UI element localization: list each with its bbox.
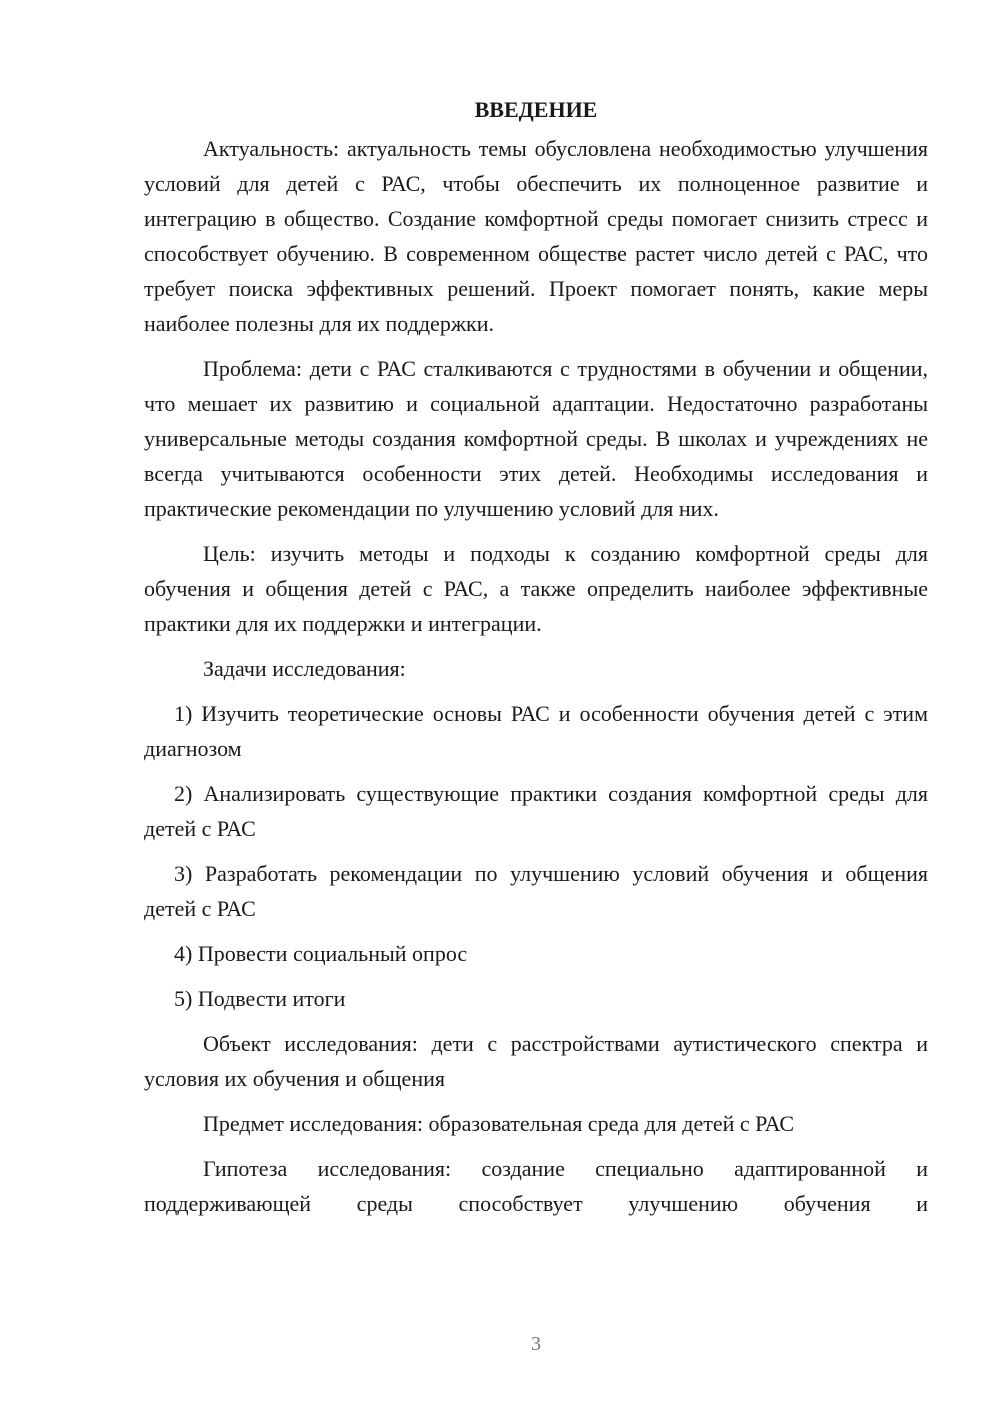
paragraph-hypothesis: Гипотеза исследования: создание специально адаптированной и поддерживающей среды способствует улучшению обучения и xyxy=(144,1156,928,1216)
task-item-2: 2) Анализировать существующие практики создания комфортной среды для детей с РАС xyxy=(144,781,928,841)
task-item-5: 5) Подвести итоги xyxy=(174,986,346,1011)
paragraph-tasks-heading: Задачи исследования: xyxy=(203,656,406,681)
paragraph-object: Объект исследования: дети с расстройствами аутистического спектра и условия их обучения и общения xyxy=(144,1031,928,1091)
paragraph-problem: Проблема: дети с РАС сталкиваются с трудностями в обучении и общении, что мешает их развитию и социальной адаптации. Недостаточно разработаны универсальные методы создания комфортной среды. В школах и учреждениях не всегда учитываются особенности этих детей. Необходимы исследования и практические рекомендации по улучшению условий для них. xyxy=(144,356,928,521)
task-item-3: 3) Разработать рекомендации по улучшению условий обучения и общения детей с РАС xyxy=(144,861,928,921)
paragraph-subject: Предмет исследования: образовательная среда для детей с РАС xyxy=(203,1111,795,1136)
task-item-1: 1) Изучить теоретические основы РАС и особенности обучения детей с этим диагнозом xyxy=(144,701,928,761)
task-item-4: 4) Провести социальный опрос xyxy=(174,941,468,966)
paragraph-relevance: Актуальность: актуальность темы обусловлена необходимостью улучшения условий для детей с РАС, чтобы обеспечить их полноценное развитие и интеграцию в общество. Создание комфортной среды помогает снизить стресс и способствует обучению. В современном обществе растет число детей с РАС, что требует поиска эффективных решений. Проект помогает понять, какие меры наиболее полезны для их поддержки. xyxy=(144,136,928,336)
document-page xyxy=(144,92,928,1231)
page-title: ВВЕДЕНИЕ xyxy=(474,97,598,122)
paragraph-goal: Цель: изучить методы и подходы к созданию комфортной среды для обучения и общения детей с РАС, а также определить наиболее эффективные практики для их поддержки и интеграции. xyxy=(144,541,928,636)
page-number: 3 xyxy=(531,1333,541,1355)
